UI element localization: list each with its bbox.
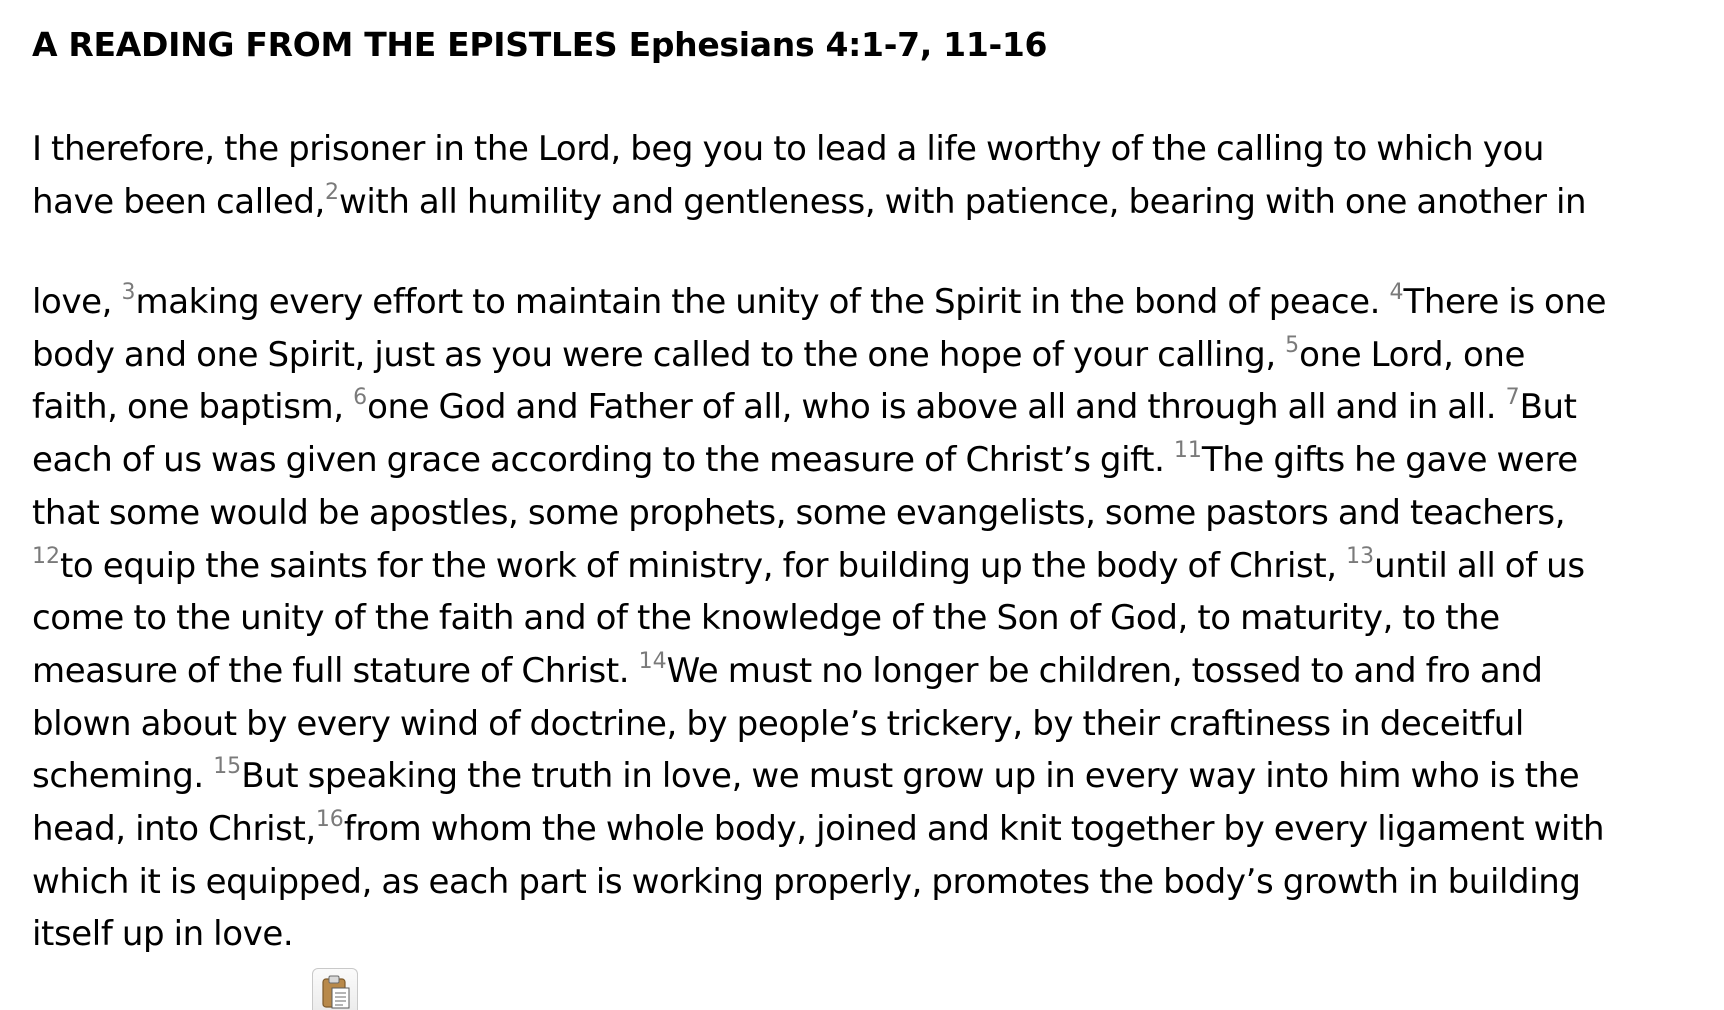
text-run: faith, one baptism,	[32, 387, 354, 428]
paragraph-1	[32, 123, 1586, 228]
text-run: itself up in love.	[32, 914, 294, 955]
verse-number: 14	[638, 648, 667, 674]
verse-number: 11	[1173, 438, 1202, 464]
verse-number: 16	[315, 807, 344, 833]
verse-number: 12	[32, 543, 60, 569]
text-run: We must no longer be children, tossed to and fro and	[666, 650, 1543, 691]
text-run: But speaking the truth in love, we must grow up in every way into him who is the	[241, 756, 1580, 797]
text-run: have been called,	[32, 181, 325, 222]
text-run: until all of us	[1374, 545, 1585, 586]
text-run: from whom the whole body, joined and knit together by every ligament with	[343, 809, 1605, 850]
verse-number: 13	[1346, 543, 1375, 569]
text-run: making every effort to maintain the unity of the Spirit in the bond of peace.	[135, 282, 1390, 322]
text-run: come to the unity of the faith and of the knowledge of the Son of God, to maturity, to the	[32, 598, 1500, 639]
paragraph-2	[32, 276, 1606, 961]
text-run: each of us was given grace according to the measure of Christ’s gift.	[32, 440, 1174, 481]
verse-number: 6	[353, 385, 368, 411]
text-run: love,	[32, 282, 122, 322]
text-run: one God and Father of all, who is above all and through all and in all.	[367, 387, 1506, 428]
text-run: But	[1519, 387, 1577, 428]
text-run: that some would be apostles, some prophets, some evangelists, some pastors and teachers,	[32, 492, 1566, 533]
verse-number: 15	[213, 754, 242, 780]
paste-options-button[interactable]	[312, 968, 358, 1010]
verse-number: 5	[1285, 332, 1300, 358]
text-run: body and one Spirit, just as you were called to the one hope of your calling,	[32, 334, 1286, 375]
text-run: with all humility and gentleness, with patience, bearing with one another in	[338, 181, 1587, 222]
text-run: which it is equipped, as each part is working properly, promotes the body’s growth in building	[32, 861, 1581, 902]
verse-number: 4	[1389, 280, 1404, 305]
verse-number: 7	[1505, 385, 1520, 411]
text-run: to equip the saints for the work of ministry, for building up the body of Christ,	[60, 545, 1347, 586]
text-run: scheming.	[32, 756, 214, 797]
verse-number: 2	[324, 179, 339, 205]
text-run: blown about by every wind of doctrine, by people’s trickery, by their craftiness in deceitful	[32, 703, 1524, 744]
text-run: one Lord, one	[1299, 334, 1526, 375]
text-run: head, into Christ,	[32, 809, 316, 850]
verse-number: 3	[121, 280, 136, 305]
text-run: measure of the full stature of Christ.	[32, 650, 639, 691]
text-run: I therefore, the prisoner in the Lord, beg you to lead a life worthy of the calling to which you	[32, 129, 1545, 169]
text-run: The gifts he gave were	[1201, 440, 1578, 481]
text-run: There is one	[1403, 282, 1607, 322]
reading-heading: A READING FROM THE EPISTLES Ephesians 4:1-7, 11-16	[32, 25, 1048, 64]
